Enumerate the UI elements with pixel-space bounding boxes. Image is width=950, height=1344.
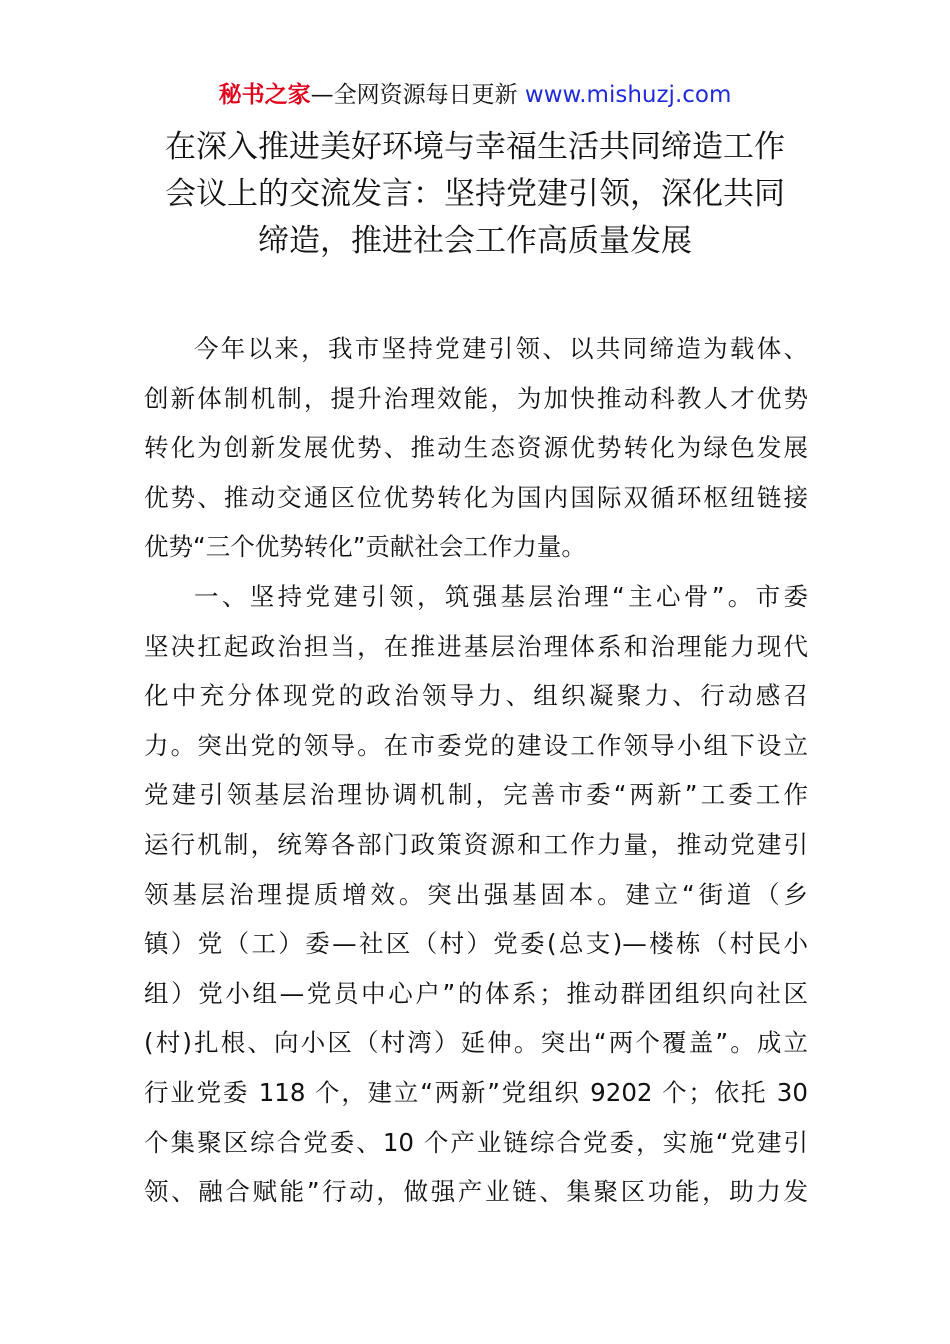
paragraph-line: 组）党小组—党员中心户”的体系；推动群团组织向社区 bbox=[144, 978, 808, 1008]
paragraph-line: 领基层治理提质增效。突出强基固本。建立“街道（乡 bbox=[144, 879, 808, 909]
paragraph-line: (村)扎根、向小区（村湾）延伸。突出“两个覆盖”。成立 bbox=[144, 1028, 808, 1058]
paragraph-line: 镇）党（工）委—社区（村）党委(总支)—楼栋（村民小 bbox=[144, 929, 808, 959]
paragraph-line: 转化为创新发展优势、推动生态资源优势转化为绿色发展 bbox=[144, 433, 808, 463]
paragraph-line: 个集聚区综合党委、10 个产业链综合党委，实施“党建引 bbox=[144, 1127, 808, 1157]
title-line: 会议上的交流发言：坚持党建引领，深化共同 bbox=[165, 176, 785, 212]
title-line: 缔造，推进社会工作高质量发展 bbox=[258, 223, 692, 259]
paragraph-line: 优势、推动交通区位优势转化为国内国际双循环枢纽链接 bbox=[144, 482, 808, 512]
document-body bbox=[144, 324, 808, 1217]
site-brand: 秘书之家 bbox=[218, 82, 311, 108]
paragraph-line: 坚决扛起政治担当，在推进基层治理体系和治理能力现代 bbox=[144, 631, 808, 661]
title-line: 在深入推进美好环境与幸福生活共同缔造工作 bbox=[165, 129, 785, 165]
paragraph-line: 运行机制，统筹各部门政策资源和工作力量，推动党建引 bbox=[144, 829, 808, 859]
site-header bbox=[0, 78, 950, 112]
paragraph-line: 创新体制机制，提升治理效能，为加快推动科教人才优势 bbox=[144, 383, 808, 413]
paragraph-line: 领、融合赋能”行动，做强产业链、集聚区功能，助力发 bbox=[144, 1177, 808, 1207]
paragraph-line: 力。突出党的领导。在市委党的建设工作领导小组下设立 bbox=[144, 730, 808, 760]
paragraph-line: 党建引领基层治理协调机制，完善市委“两新”工委工作 bbox=[144, 780, 808, 810]
site-url-link[interactable]: www.mishuzj.com bbox=[524, 82, 732, 108]
document-title bbox=[120, 124, 830, 265]
paragraph-line: 今年以来，我市坚持党建引领、以共同缔造为载体、 bbox=[194, 334, 808, 363]
paragraph-line: 行业党委 118 个，建立“两新”党组织 9202 个；依托 30 bbox=[144, 1077, 808, 1107]
paragraph-line: 优势“三个优势转化”贡献社会工作力量。 bbox=[144, 532, 586, 562]
site-tagline: —全网资源每日更新 bbox=[310, 82, 525, 108]
paragraph-line: 一、坚持党建引领，筑强基层治理“主心骨”。市委 bbox=[194, 581, 808, 611]
paragraph-line: 化中充分体现党的政治领导力、组织凝聚力、行动感召 bbox=[144, 681, 808, 711]
